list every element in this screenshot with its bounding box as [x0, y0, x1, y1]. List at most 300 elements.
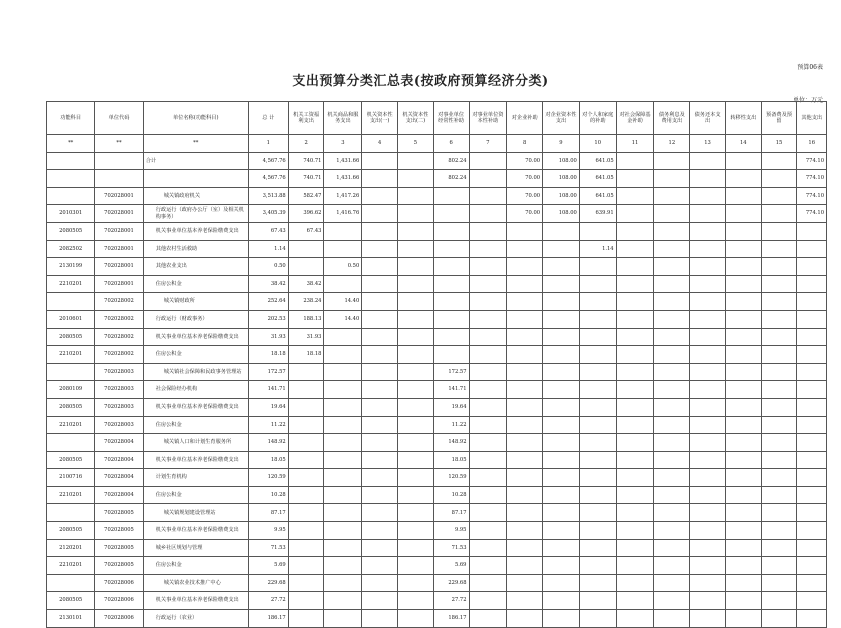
amount-cell: 31.93 [288, 328, 324, 346]
amount-cell [654, 574, 690, 592]
amount-cell: 1,416.76 [324, 205, 362, 223]
form-number: 预算06表 [797, 64, 823, 71]
amount-cell [654, 539, 690, 557]
amount-cell [398, 539, 434, 557]
unit-code-cell: 702028003 [95, 363, 143, 381]
index-cell: ** [95, 135, 143, 153]
amount-cell [797, 328, 827, 346]
amount-cell: 38.42 [248, 275, 288, 293]
amount-cell [398, 557, 434, 575]
amount-cell [362, 187, 398, 205]
index-cell: 15 [761, 135, 797, 153]
amount-cell [797, 416, 827, 434]
amount-cell [362, 574, 398, 592]
amount-cell [288, 522, 324, 540]
function-code-cell: 2130101 [47, 610, 95, 628]
amount-cell [469, 451, 507, 469]
index-cell: 16 [797, 135, 827, 153]
amount-cell: 774.10 [797, 205, 827, 223]
amount-cell [433, 258, 469, 276]
index-row [47, 135, 827, 153]
amount-cell [761, 522, 797, 540]
amount-cell: 70.00 [507, 205, 543, 223]
amount-cell [797, 610, 827, 628]
amount-cell [616, 381, 654, 399]
amount-cell [797, 574, 827, 592]
amount-cell [543, 275, 580, 293]
amount-cell: 19.64 [433, 398, 469, 416]
amount-cell [725, 258, 761, 276]
amount-cell [761, 363, 797, 381]
amount-cell [469, 469, 507, 487]
amount-cell [761, 240, 797, 258]
amount-cell [654, 310, 690, 328]
amount-cell [654, 522, 690, 540]
amount-cell [362, 557, 398, 575]
amount-cell [761, 381, 797, 399]
unit-name-cell: 合计 [143, 152, 248, 170]
amount-cell: 639.91 [579, 205, 616, 223]
amount-cell: 0.50 [324, 258, 362, 276]
amount-cell [433, 328, 469, 346]
amount-cell [616, 469, 654, 487]
amount-cell [469, 398, 507, 416]
amount-cell [690, 451, 726, 469]
amount-cell [797, 222, 827, 240]
column-header: 总 计 [248, 102, 288, 135]
unit-name-cell: 城乡社区规划与管理 [143, 539, 248, 557]
amount-cell: 27.72 [248, 592, 288, 610]
amount-cell [761, 504, 797, 522]
table-row [47, 504, 827, 522]
amount-cell [398, 434, 434, 452]
amount-cell [616, 610, 654, 628]
function-code-cell: 2080505 [47, 451, 95, 469]
unit-code-cell: 702028003 [95, 416, 143, 434]
amount-cell: 641.05 [579, 187, 616, 205]
amount-cell [362, 275, 398, 293]
amount-cell [616, 451, 654, 469]
amount-cell [288, 574, 324, 592]
amount-cell [579, 469, 616, 487]
unit-name-cell: 行政运行（财政事务） [143, 310, 248, 328]
amount-cell [690, 610, 726, 628]
amount-cell: 9.95 [248, 522, 288, 540]
amount-cell [654, 398, 690, 416]
amount-cell [725, 381, 761, 399]
amount-cell [469, 574, 507, 592]
function-code-cell: 2130199 [47, 258, 95, 276]
column-header: 单位代码 [95, 102, 143, 135]
amount-cell [469, 434, 507, 452]
amount-cell [398, 398, 434, 416]
unit-name-cell: 机关事业单位基本养老保险缴费支出 [143, 522, 248, 540]
amount-cell [579, 610, 616, 628]
amount-cell [725, 574, 761, 592]
table-row [47, 346, 827, 364]
unit-code-cell: 702028002 [95, 328, 143, 346]
index-cell: 14 [725, 135, 761, 153]
function-code-cell [47, 293, 95, 311]
amount-cell [362, 451, 398, 469]
amount-cell [616, 363, 654, 381]
amount-cell: 148.92 [248, 434, 288, 452]
amount-cell [725, 610, 761, 628]
amount-cell [725, 416, 761, 434]
amount-cell [725, 557, 761, 575]
amount-cell: 120.59 [433, 469, 469, 487]
amount-cell [507, 416, 543, 434]
amount-cell [761, 205, 797, 223]
amount-cell [398, 504, 434, 522]
amount-cell [398, 205, 434, 223]
amount-cell [725, 363, 761, 381]
amount-cell: 740.71 [288, 152, 324, 170]
amount-cell [398, 522, 434, 540]
amount-cell [725, 187, 761, 205]
amount-cell [398, 310, 434, 328]
amount-cell [797, 522, 827, 540]
amount-cell [324, 434, 362, 452]
amount-cell [469, 363, 507, 381]
amount-cell [469, 557, 507, 575]
amount-cell [543, 398, 580, 416]
amount-cell: 202.53 [248, 310, 288, 328]
amount-cell [469, 486, 507, 504]
amount-cell [507, 574, 543, 592]
table-row [47, 557, 827, 575]
amount-cell [616, 275, 654, 293]
amount-cell [543, 240, 580, 258]
amount-cell [324, 451, 362, 469]
amount-cell: 1,431.66 [324, 152, 362, 170]
amount-cell: 802.24 [433, 170, 469, 188]
amount-cell [469, 187, 507, 205]
amount-cell [654, 152, 690, 170]
table-row [47, 381, 827, 399]
amount-cell: 1,417.26 [324, 187, 362, 205]
amount-cell: 87.17 [248, 504, 288, 522]
amount-cell [579, 363, 616, 381]
amount-cell [579, 328, 616, 346]
table-row [47, 328, 827, 346]
table-row [47, 522, 827, 540]
amount-cell: 1.14 [579, 240, 616, 258]
amount-cell [690, 328, 726, 346]
amount-cell [398, 469, 434, 487]
amount-cell [579, 434, 616, 452]
amount-cell [654, 610, 690, 628]
unit-code-cell: 702028005 [95, 522, 143, 540]
table-row [47, 258, 827, 276]
column-header: 机关商品和服务支出 [324, 102, 362, 135]
amount-cell [797, 275, 827, 293]
amount-cell [725, 275, 761, 293]
amount-cell [507, 310, 543, 328]
index-cell: 11 [616, 135, 654, 153]
unit-code-cell: 702028004 [95, 434, 143, 452]
amount-cell: 18.18 [248, 346, 288, 364]
amount-cell: 582.47 [288, 187, 324, 205]
amount-cell [616, 240, 654, 258]
function-code-cell [47, 504, 95, 522]
amount-cell: 5.69 [248, 557, 288, 575]
amount-cell [616, 416, 654, 434]
amount-cell [324, 328, 362, 346]
amount-cell [761, 310, 797, 328]
amount-cell [761, 557, 797, 575]
amount-cell [362, 152, 398, 170]
amount-cell [324, 381, 362, 399]
unit-name-cell: 机关事业单位基本养老保险缴费支出 [143, 328, 248, 346]
amount-cell: 108.00 [543, 152, 580, 170]
amount-cell [761, 293, 797, 311]
amount-cell: 9.95 [433, 522, 469, 540]
amount-cell: 67.43 [288, 222, 324, 240]
amount-cell [324, 416, 362, 434]
column-header: 对事业单位经常性补助 [433, 102, 469, 135]
amount-cell [690, 539, 726, 557]
column-header: 机关资本性支出(一) [362, 102, 398, 135]
amount-cell [654, 222, 690, 240]
amount-cell [507, 398, 543, 416]
amount-cell [579, 222, 616, 240]
amount-cell: 774.10 [797, 152, 827, 170]
table-row [47, 187, 827, 205]
unit-code-cell: 702028005 [95, 557, 143, 575]
amount-cell [543, 574, 580, 592]
amount-cell [690, 486, 726, 504]
column-header: 对企业补助 [507, 102, 543, 135]
amount-cell [324, 275, 362, 293]
amount-cell [690, 574, 726, 592]
column-header: 债务利息及费用支出 [654, 102, 690, 135]
amount-cell: 38.42 [288, 275, 324, 293]
amount-cell [507, 346, 543, 364]
column-header: 单位名称(功能科目) [143, 102, 248, 135]
amount-cell [761, 574, 797, 592]
amount-cell [507, 486, 543, 504]
amount-cell [761, 187, 797, 205]
amount-cell: 120.59 [248, 469, 288, 487]
amount-cell [362, 522, 398, 540]
unit-name-cell: 其他农业支出 [143, 258, 248, 276]
amount-cell [616, 152, 654, 170]
unit-name-cell: 行政运行（政府办公厅（室）及相关机构事务） [143, 205, 248, 223]
amount-cell [690, 434, 726, 452]
amount-cell [690, 293, 726, 311]
amount-cell [288, 258, 324, 276]
amount-cell [543, 504, 580, 522]
unit-name-cell: 行政运行（农业） [143, 610, 248, 628]
index-cell: 10 [579, 135, 616, 153]
amount-cell [398, 293, 434, 311]
amount-cell [725, 504, 761, 522]
amount-cell: 172.57 [248, 363, 288, 381]
amount-cell [362, 363, 398, 381]
table-row [47, 416, 827, 434]
amount-cell: 740.71 [288, 170, 324, 188]
amount-cell [797, 539, 827, 557]
amount-cell [690, 258, 726, 276]
budget-table [46, 101, 827, 628]
unit-name-cell: 住房公积金 [143, 346, 248, 364]
amount-cell [507, 539, 543, 557]
amount-cell [797, 504, 827, 522]
function-code-cell [47, 187, 95, 205]
amount-cell [761, 258, 797, 276]
amount-cell [398, 574, 434, 592]
amount-cell [288, 398, 324, 416]
index-cell: 6 [433, 135, 469, 153]
amount-cell [761, 152, 797, 170]
unit-name-cell: 城关镇社会保障和民政事务管理站 [143, 363, 248, 381]
amount-cell [324, 398, 362, 416]
amount-cell [616, 539, 654, 557]
amount-cell [507, 469, 543, 487]
amount-cell [725, 398, 761, 416]
amount-cell [690, 170, 726, 188]
amount-cell: 229.68 [248, 574, 288, 592]
amount-cell: 108.00 [543, 170, 580, 188]
amount-cell [690, 205, 726, 223]
amount-cell: 87.17 [433, 504, 469, 522]
unit-name-cell: 计划生育机构 [143, 469, 248, 487]
amount-cell [761, 398, 797, 416]
amount-cell [690, 240, 726, 258]
unit-name-cell: 机关事业单位基本养老保险缴费支出 [143, 451, 248, 469]
amount-cell: 141.71 [248, 381, 288, 399]
amount-cell [507, 451, 543, 469]
index-cell: 12 [654, 135, 690, 153]
unit-name-cell: 机关事业单位基本养老保险缴费支出 [143, 592, 248, 610]
function-code-cell: 2210201 [47, 275, 95, 293]
function-code-cell [47, 152, 95, 170]
amount-cell [469, 522, 507, 540]
amount-cell [616, 346, 654, 364]
unit-label: 单位：万元 [792, 97, 823, 104]
amount-cell [507, 504, 543, 522]
function-code-cell: 2080505 [47, 522, 95, 540]
amount-cell: 172.57 [433, 363, 469, 381]
column-header: 对事业单位资本性补助 [469, 102, 507, 135]
unit-code-cell: 702028005 [95, 504, 143, 522]
amount-cell: 5.69 [433, 557, 469, 575]
amount-cell [725, 451, 761, 469]
amount-cell [324, 346, 362, 364]
table-row [47, 275, 827, 293]
amount-cell [469, 328, 507, 346]
amount-cell: 18.05 [248, 451, 288, 469]
amount-cell: 0.50 [248, 258, 288, 276]
amount-cell [362, 398, 398, 416]
amount-cell [725, 539, 761, 557]
unit-name-cell: 城关镇农业技术推广中心 [143, 574, 248, 592]
amount-cell [288, 486, 324, 504]
amount-cell [654, 363, 690, 381]
amount-cell: 19.64 [248, 398, 288, 416]
function-code-cell: 2080505 [47, 222, 95, 240]
table-row [47, 310, 827, 328]
amount-cell [433, 293, 469, 311]
unit-code-cell [95, 152, 143, 170]
function-code-cell: 2210201 [47, 486, 95, 504]
amount-cell [690, 557, 726, 575]
amount-cell [690, 416, 726, 434]
table-row [47, 152, 827, 170]
amount-cell [362, 539, 398, 557]
amount-cell [362, 205, 398, 223]
amount-cell [797, 346, 827, 364]
amount-cell [616, 574, 654, 592]
amount-cell [398, 610, 434, 628]
amount-cell [543, 557, 580, 575]
amount-cell [654, 381, 690, 399]
amount-cell: 4,567.76 [248, 152, 288, 170]
unit-code-cell: 702028001 [95, 187, 143, 205]
unit-name-cell: 其他农村生活救助 [143, 240, 248, 258]
table-row [47, 434, 827, 452]
amount-cell [324, 363, 362, 381]
column-header: 转移性支出 [725, 102, 761, 135]
amount-cell [469, 504, 507, 522]
table-row [47, 610, 827, 628]
unit-name-cell: 机关事业单位基本养老保险缴费支出 [143, 222, 248, 240]
amount-cell [398, 240, 434, 258]
amount-cell [362, 222, 398, 240]
amount-cell: 802.24 [433, 152, 469, 170]
amount-cell [469, 293, 507, 311]
amount-cell [362, 416, 398, 434]
amount-cell [654, 346, 690, 364]
amount-cell [288, 240, 324, 258]
amount-cell: 27.72 [433, 592, 469, 610]
unit-name-cell [143, 170, 248, 188]
unit-code-cell: 702028003 [95, 381, 143, 399]
amount-cell [288, 381, 324, 399]
amount-cell [288, 557, 324, 575]
amount-cell [579, 416, 616, 434]
amount-cell [761, 170, 797, 188]
amount-cell [362, 486, 398, 504]
amount-cell [507, 363, 543, 381]
amount-cell [654, 451, 690, 469]
unit-name-cell: 住房公积金 [143, 486, 248, 504]
amount-cell [654, 469, 690, 487]
amount-cell [469, 539, 507, 557]
amount-cell [324, 539, 362, 557]
amount-cell [579, 522, 616, 540]
amount-cell [725, 310, 761, 328]
amount-cell [324, 522, 362, 540]
function-code-cell [47, 170, 95, 188]
amount-cell [579, 574, 616, 592]
column-header: 机关工资福利支出 [288, 102, 324, 135]
amount-cell [654, 328, 690, 346]
amount-cell [398, 328, 434, 346]
amount-cell [616, 187, 654, 205]
unit-code-cell: 702028006 [95, 592, 143, 610]
amount-cell: 774.10 [797, 170, 827, 188]
index-cell: 3 [324, 135, 362, 153]
amount-cell [433, 310, 469, 328]
amount-cell [543, 539, 580, 557]
amount-cell [433, 275, 469, 293]
amount-cell [725, 328, 761, 346]
amount-cell: 186.17 [248, 610, 288, 628]
amount-cell [362, 469, 398, 487]
amount-cell [616, 504, 654, 522]
